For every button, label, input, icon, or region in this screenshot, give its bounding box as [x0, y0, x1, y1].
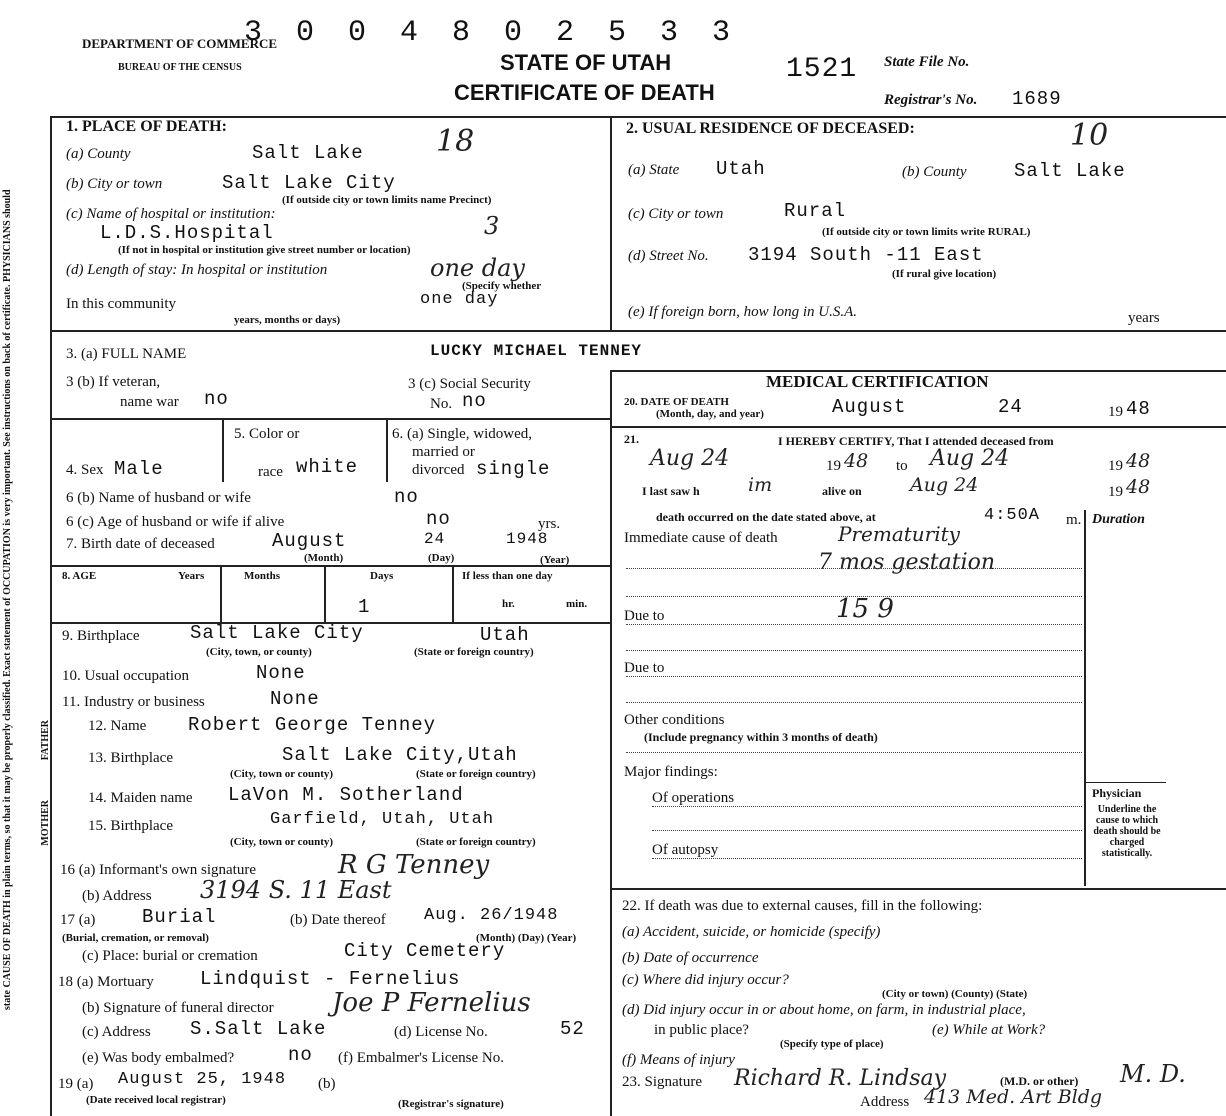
- birthplace-note-city: (City, town, or county): [206, 646, 312, 658]
- state-file-number: 1521: [786, 54, 858, 85]
- external-e-label: (e) While at Work?: [932, 1022, 1046, 1038]
- director-signature: Joe P Fernelius: [332, 988, 531, 1018]
- spouse-age-label: 6 (c) Age of husband or wife if alive: [66, 514, 285, 530]
- to-year-prefix: 19: [1108, 458, 1123, 474]
- birthplace-state: Utah: [480, 624, 530, 646]
- alive-year: 48: [1126, 476, 1151, 498]
- burial-method-note: (Burial, cremation, or removal): [62, 932, 209, 944]
- rule-immediate-2: [626, 596, 1082, 597]
- mother-name-value: LaVon M. Sotherland: [228, 784, 464, 806]
- foreign-born-label: (e) If foreign born, how long in U.S.A.: [628, 304, 858, 320]
- res-state-label: (a) State: [628, 162, 680, 178]
- full-name-value: LUCKY MICHAEL TENNEY: [430, 342, 643, 360]
- birthplace-city: Salt Lake City: [190, 622, 364, 644]
- spouse-value: no: [394, 486, 419, 508]
- divider-sex: [222, 420, 224, 482]
- physician-label: Physician: [1092, 786, 1142, 800]
- father-name-label: 12. Name: [88, 718, 147, 734]
- registrar-label: Registrar's No.: [884, 92, 978, 108]
- autopsy-label: Of autopsy: [652, 842, 719, 858]
- certify-text: I HEREBY CERTIFY, That I attended deceased from: [778, 434, 1054, 448]
- res-state-value: Utah: [716, 158, 766, 180]
- mother-tag: MOTHER: [40, 800, 51, 846]
- attended-from: Aug 24: [650, 446, 730, 471]
- md-note: (M.D. or other): [1000, 1074, 1079, 1088]
- external-c-label: (c) Where did injury occur?: [622, 972, 789, 988]
- side-instruction-text: state CAUSE OF DEATH in plain terms, so that it may be properly classified. Exact statement of OCCUPATION is very important. See instructions on back of certificate. PHYSICIANS should: [2, 189, 13, 1010]
- hospital-label: (c) Name of hospital or institution:: [66, 206, 276, 222]
- occupation-label: 10. Usual occupation: [62, 668, 190, 684]
- last-saw-value: im: [748, 474, 773, 496]
- divider-top-mid: [610, 116, 612, 332]
- burial-place: City Cemetery: [344, 940, 506, 962]
- father-bp-note-state: (State or foreign country): [416, 768, 536, 780]
- registrar-number: 1689: [1012, 88, 1062, 110]
- other-conditions-note: (Include pregnancy within 3 months of death): [644, 730, 878, 744]
- rule-immediate: [626, 568, 1082, 569]
- marital-label-2: married or: [412, 444, 475, 460]
- divider-place: [50, 330, 1226, 332]
- birthplace-label: 9. Birthplace: [62, 628, 140, 644]
- marital-label-3: divorced: [412, 462, 465, 478]
- dod-note: (Month, day, and year): [656, 408, 764, 420]
- race-label: race: [258, 464, 283, 480]
- from-year-prefix: 19: [826, 458, 841, 474]
- dod-year-prefix: 19: [1108, 404, 1123, 420]
- marital-label: 6. (a) Single, widowed,: [392, 426, 532, 442]
- divider-medical: [610, 370, 612, 1116]
- ssn-no-label: No.: [430, 396, 453, 412]
- stay-note: (Specify whether: [462, 280, 542, 292]
- alive-year-prefix: 19: [1108, 484, 1123, 500]
- mortuary-label: 18 (a) Mortuary: [58, 974, 154, 990]
- burial-date: Aug. 26/1948: [424, 906, 559, 925]
- dod-label: 20. DATE OF DEATH: [624, 396, 729, 408]
- stay-label: (d) Length of stay: In hospital or institution: [66, 262, 328, 278]
- occupation-value: None: [256, 662, 306, 684]
- rule-autopsy: [652, 858, 1082, 859]
- age-days-value: 1: [358, 596, 371, 618]
- community-label: In this community: [66, 296, 176, 312]
- spouse-label: 6 (b) Name of husband or wife: [66, 490, 251, 506]
- rule-due-1: [626, 624, 1082, 625]
- father-bp-note-city: (City, town or county): [230, 768, 334, 780]
- birth-year-note: (Year): [540, 554, 570, 566]
- war-value: no: [204, 388, 229, 410]
- mother-birthplace-label: 15. Birthplace: [88, 818, 173, 834]
- res-street-value: 3194 South -11 East: [748, 244, 984, 266]
- license-value: 52: [560, 1018, 585, 1040]
- sex-value: Male: [114, 458, 164, 480]
- major-findings-label: Major findings:: [624, 764, 718, 780]
- dod-year: 48: [1126, 398, 1151, 420]
- age-years-label: Years: [178, 570, 205, 582]
- cause-code: 15 9: [836, 594, 894, 624]
- birth-day-note: (Day): [428, 552, 455, 564]
- external-c-note: (City or town) (County) (State): [882, 988, 1028, 1000]
- sex-label: 4. Sex: [66, 462, 104, 478]
- divider-age: [50, 565, 612, 567]
- birth-month-note: (Month): [304, 552, 344, 564]
- alive-on-label: alive on: [822, 484, 862, 498]
- burial-method: Burial: [142, 906, 217, 928]
- color-label: 5. Color or: [234, 426, 300, 442]
- medical-heading: MEDICAL CERTIFICATION: [766, 372, 989, 391]
- burial-date-note: (Month) (Day) (Year): [476, 932, 577, 944]
- industry-value: None: [270, 688, 320, 710]
- race-value: white: [296, 456, 359, 478]
- industry-label: 11. Industry or business: [62, 694, 205, 710]
- registrar-sig-note: (Registrar's signature): [398, 1098, 504, 1110]
- hospital-value: L.D.S.Hospital: [100, 222, 274, 244]
- mortuary-value: Lindquist - Fernelius: [200, 968, 461, 990]
- residence-code: 10: [1070, 118, 1109, 153]
- mother-bp-note-city: (City, town or county): [230, 836, 334, 848]
- father-name-value: Robert George Tenney: [188, 714, 437, 736]
- birthplace-note-state: (State or foreign country): [414, 646, 534, 658]
- physician-address-label: Address: [860, 1094, 910, 1110]
- rule-operations-2: [652, 830, 1082, 831]
- certify-number: 21.: [624, 432, 639, 446]
- res-street-note: (If rural give location): [892, 268, 997, 280]
- external-heading: 22. If death was due to external causes, fill in the following:: [622, 898, 983, 914]
- department-label: DEPARTMENT OF COMMERCE: [82, 36, 278, 51]
- physician-note: Underline the cause to which death should be charged statistically.: [1093, 804, 1161, 859]
- embalmed-value: no: [288, 1044, 313, 1066]
- res-street-label: (d) Street No.: [628, 248, 709, 264]
- father-birthplace-label: 13. Birthplace: [88, 750, 173, 766]
- state-title: STATE OF UTAH: [500, 50, 672, 75]
- marital-value: single: [476, 458, 551, 480]
- immediate-cause-label: Immediate cause of death: [624, 530, 778, 546]
- duration-label: Duration: [1092, 512, 1145, 527]
- informant-address-label: (b) Address: [82, 888, 152, 904]
- foreign-years-label: years: [1128, 310, 1160, 326]
- frame-left: [50, 116, 52, 1116]
- rule-other: [626, 752, 1082, 753]
- immediate-cause-value: Prematurity: [838, 522, 960, 546]
- attended-to: Aug 24: [930, 446, 1010, 471]
- external-a-label: (a) Accident, suicide, or homicide (specify): [622, 924, 881, 940]
- rule-due-1b: [626, 650, 1082, 651]
- mortuary-address: S.Salt Lake: [190, 1018, 327, 1040]
- war-label: name war: [120, 394, 179, 410]
- dod-month: August: [832, 396, 907, 418]
- spouse-age-value: no: [426, 508, 451, 530]
- county-label: (a) County: [66, 146, 131, 162]
- received-label: 19 (a): [58, 1076, 94, 1092]
- divider-age-days: [452, 565, 454, 622]
- due-to-1-label: Due to: [624, 608, 665, 624]
- father-birthplace-value: Salt Lake City,Utah: [282, 744, 518, 766]
- received-date: August 25, 1948: [118, 1070, 287, 1089]
- physician-address: 413 Med. Art Bldg: [924, 1086, 1103, 1108]
- divider-age-months: [324, 565, 326, 622]
- father-tag: FATHER: [40, 720, 51, 761]
- residence-heading: 2. USUAL RESIDENCE OF DECEASED:: [626, 120, 915, 137]
- divider-dod: [612, 426, 1226, 428]
- birth-year: 1948: [506, 530, 549, 548]
- ssn-value: no: [462, 390, 487, 412]
- external-d-note: (Specify type of place): [780, 1038, 884, 1050]
- state-file-label: State File No.: [884, 54, 970, 70]
- full-name-label: 3. (a) FULL NAME: [66, 346, 187, 362]
- hospital-note: (If not in hospital or institution give street number or location): [118, 244, 411, 256]
- county-value: Salt Lake: [252, 142, 364, 164]
- md-signature: M. D.: [1120, 1060, 1186, 1088]
- res-city-note: (If outside city or town limits write RURAL): [822, 226, 1031, 238]
- community-value: one day: [420, 290, 499, 309]
- signature-label: 23. Signature: [622, 1074, 702, 1090]
- burial-place-label: (c) Place: burial or cremation: [82, 948, 258, 964]
- dod-day: 24: [998, 396, 1023, 418]
- age-hr-label: hr.: [502, 598, 515, 610]
- due-to-2-label: Due to: [624, 660, 665, 676]
- from-year: 48: [844, 450, 869, 472]
- rule-due-2: [626, 676, 1082, 677]
- to-label: to: [896, 458, 908, 474]
- burial-date-label: (b) Date thereof: [290, 912, 386, 928]
- birth-month: August: [272, 530, 347, 552]
- county-code: 18: [436, 124, 475, 159]
- rule-operations: [652, 806, 1082, 807]
- age-days-label: Days: [370, 570, 394, 582]
- divider-physician: [1084, 782, 1166, 783]
- ssn-label: 3 (c) Social Security: [408, 376, 531, 392]
- divider-veteran: [50, 418, 612, 420]
- physician-signature: Richard R. Lindsay: [734, 1066, 947, 1091]
- res-city-value: Rural: [784, 200, 847, 222]
- death-time-label: death occurred on the date stated above, at: [656, 510, 876, 524]
- res-county-label: (b) County: [902, 164, 967, 180]
- divider-external: [612, 888, 1226, 890]
- mother-birthplace-value: Garfield, Utah, Utah: [270, 810, 495, 829]
- city-label: (b) City or town: [66, 176, 163, 192]
- divider-race: [386, 420, 388, 482]
- last-saw-label: I last saw h: [642, 484, 700, 498]
- informant-sig-label: 16 (a) Informant's own signature: [60, 862, 256, 878]
- external-f-label: (f) Means of injury: [622, 1052, 735, 1068]
- external-d2-label: in public place?: [654, 1022, 749, 1038]
- death-time-value: 4:50A: [984, 506, 1041, 525]
- death-time-m: m.: [1066, 512, 1082, 528]
- birth-day: 24: [424, 530, 446, 548]
- serial-number: 3 0 0 4 8 0 2 5 3 3: [244, 16, 739, 50]
- other-conditions-label: Other conditions: [624, 712, 725, 728]
- age-min-label: min.: [566, 598, 588, 610]
- mother-name-label: 14. Maiden name: [88, 790, 193, 806]
- bureau-label: BUREAU OF THE CENSUS: [118, 62, 242, 73]
- birth-date-label: 7. Birth date of deceased: [66, 536, 215, 552]
- divider-duration: [1084, 510, 1086, 886]
- informant-signature: R G Tenney: [338, 850, 490, 880]
- age-months-label: Months: [244, 570, 281, 582]
- mortuary-address-label: (c) Address: [82, 1024, 151, 1040]
- gestation-value: 7 mos gestation: [818, 550, 996, 575]
- stay-hospital-value: one day: [430, 254, 525, 282]
- operations-label: Of operations: [652, 790, 735, 806]
- res-county-value: Salt Lake: [1014, 160, 1126, 182]
- alive-on-value: Aug 24: [910, 474, 979, 496]
- place-heading: 1. PLACE OF DEATH:: [66, 118, 227, 135]
- embalmer-license-label: (f) Embalmer's License No.: [338, 1050, 504, 1066]
- hospital-code: 3: [484, 212, 500, 240]
- director-sig-label: (b) Signature of funeral director: [82, 1000, 274, 1016]
- age-label: 8. AGE: [62, 570, 97, 582]
- res-city-label: (c) City or town: [628, 206, 724, 222]
- received-b-label: (b): [318, 1076, 336, 1092]
- external-b-label: (b) Date of occurrence: [622, 950, 759, 966]
- embalmed-label: (e) Was body embalmed?: [82, 1050, 235, 1066]
- received-note: (Date received local registrar): [86, 1094, 226, 1106]
- veteran-label: 3 (b) If veteran,: [66, 374, 161, 390]
- mother-bp-note-state: (State or foreign country): [416, 836, 536, 848]
- community-note: years, months or days): [234, 314, 341, 326]
- spouse-yrs-label: yrs.: [538, 516, 561, 532]
- to-year: 48: [1126, 450, 1151, 472]
- city-note: (If outside city or town limits name Precinct): [282, 194, 492, 206]
- burial-label: 17 (a): [60, 912, 96, 928]
- informant-address: 3194 S. 11 East: [200, 876, 392, 904]
- license-label: (d) License No.: [394, 1024, 488, 1040]
- divider-age-years: [220, 565, 222, 622]
- certificate-title: CERTIFICATE OF DEATH: [454, 80, 715, 105]
- city-value: Salt Lake City: [222, 172, 396, 194]
- less-than-day-label: If less than one day: [462, 570, 553, 582]
- rule-due-2b: [626, 702, 1082, 703]
- external-d-label: (d) Did injury occur in or about home, on farm, in industrial place,: [622, 1002, 1026, 1018]
